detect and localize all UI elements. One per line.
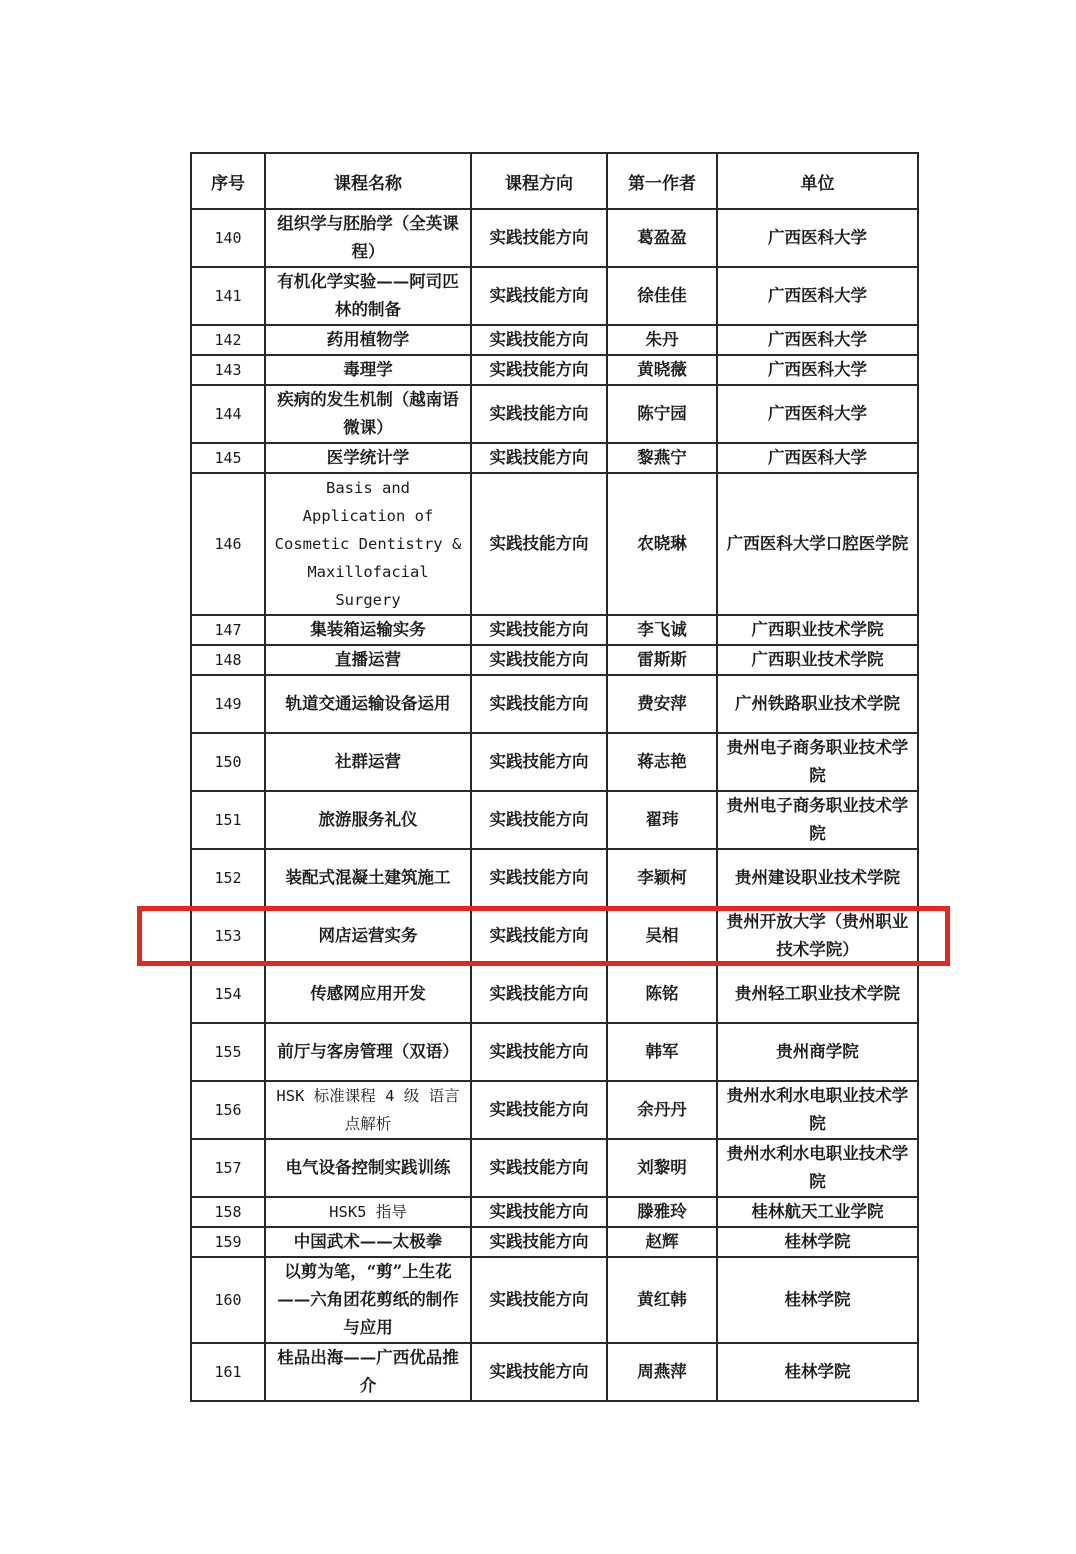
row-number: 142 (191, 325, 265, 355)
course-name: Basis and Application of Cosmetic Dentistry & Maxillofacial Surgery (265, 473, 471, 615)
table-row (191, 209, 918, 267)
row-number: 153 (191, 907, 265, 965)
row-number: 143 (191, 355, 265, 385)
unit-name: 贵州开放大学（贵州职业技术学院） (717, 907, 918, 965)
course-name: 组织学与胚胎学（全英课程） (265, 209, 471, 267)
unit-name: 广西医科大学 (717, 385, 918, 443)
table-row (191, 907, 918, 965)
course-name: HSK 标准课程 4 级 语言点解析 (265, 1081, 471, 1139)
first-author: 徐佳佳 (607, 267, 717, 325)
row-number: 159 (191, 1227, 265, 1257)
unit-name: 桂林学院 (717, 1227, 918, 1257)
first-author: 葛盈盈 (607, 209, 717, 267)
first-author: 李飞诚 (607, 615, 717, 645)
row-number: 156 (191, 1081, 265, 1139)
first-author: 费安萍 (607, 675, 717, 733)
course-name: 医学统计学 (265, 443, 471, 473)
course-direction: 实践技能方向 (471, 1343, 607, 1401)
first-author: 周燕萍 (607, 1343, 717, 1401)
course-direction: 实践技能方向 (471, 209, 607, 267)
course-direction: 实践技能方向 (471, 385, 607, 443)
row-number: 141 (191, 267, 265, 325)
first-author: 黄红韩 (607, 1257, 717, 1343)
table-row (191, 267, 918, 325)
first-author: 韩军 (607, 1023, 717, 1081)
first-author: 滕雅玲 (607, 1197, 717, 1227)
course-name: 毒理学 (265, 355, 471, 385)
row-number: 151 (191, 791, 265, 849)
course-direction: 实践技能方向 (471, 1257, 607, 1343)
unit-name: 广西医科大学口腔医学院 (717, 473, 918, 615)
unit-name: 桂林航天工业学院 (717, 1197, 918, 1227)
row-number: 140 (191, 209, 265, 267)
unit-name: 贵州水利水电职业技术学院 (717, 1081, 918, 1139)
table-row (191, 1197, 918, 1227)
course-direction: 实践技能方向 (471, 615, 607, 645)
course-name: 传感网应用开发 (265, 965, 471, 1023)
course-direction: 实践技能方向 (471, 1023, 607, 1081)
row-number: 157 (191, 1139, 265, 1197)
course-name: 中国武术——太极拳 (265, 1227, 471, 1257)
unit-name: 贵州电子商务职业技术学院 (717, 733, 918, 791)
course-name: 网店运营实务 (265, 907, 471, 965)
header-course-direction: 课程方向 (471, 153, 607, 209)
table-row (191, 965, 918, 1023)
first-author: 黄晓薇 (607, 355, 717, 385)
table-row (191, 1139, 918, 1197)
table-row (191, 791, 918, 849)
course-direction: 实践技能方向 (471, 645, 607, 675)
course-direction: 实践技能方向 (471, 473, 607, 615)
header-first-author: 第一作者 (607, 153, 717, 209)
first-author: 黎燕宁 (607, 443, 717, 473)
table-row (191, 1023, 918, 1081)
course-name: 社群运营 (265, 733, 471, 791)
first-author: 吴相 (607, 907, 717, 965)
unit-name: 贵州电子商务职业技术学院 (717, 791, 918, 849)
row-number: 160 (191, 1257, 265, 1343)
unit-name: 广西职业技术学院 (717, 645, 918, 675)
unit-name: 贵州轻工职业技术学院 (717, 965, 918, 1023)
unit-name: 广西医科大学 (717, 325, 918, 355)
row-number: 144 (191, 385, 265, 443)
table-body (191, 209, 918, 1401)
header-course-name: 课程名称 (265, 153, 471, 209)
course-direction: 实践技能方向 (471, 907, 607, 965)
first-author: 余丹丹 (607, 1081, 717, 1139)
course-direction: 实践技能方向 (471, 733, 607, 791)
first-author: 翟玮 (607, 791, 717, 849)
course-direction: 实践技能方向 (471, 1227, 607, 1257)
course-name: HSK5 指导 (265, 1197, 471, 1227)
table-row (191, 473, 918, 615)
course-direction: 实践技能方向 (471, 443, 607, 473)
course-name: 疾病的发生机制（越南语微课） (265, 385, 471, 443)
course-direction: 实践技能方向 (471, 267, 607, 325)
course-name: 旅游服务礼仪 (265, 791, 471, 849)
course-direction: 实践技能方向 (471, 1081, 607, 1139)
unit-name: 广西医科大学 (717, 355, 918, 385)
course-direction: 实践技能方向 (471, 1139, 607, 1197)
row-number: 158 (191, 1197, 265, 1227)
table-header-row (191, 153, 918, 209)
row-number: 149 (191, 675, 265, 733)
table-row (191, 1081, 918, 1139)
row-number: 155 (191, 1023, 265, 1081)
first-author: 雷斯斯 (607, 645, 717, 675)
first-author: 赵辉 (607, 1227, 717, 1257)
course-direction: 实践技能方向 (471, 791, 607, 849)
unit-name: 广西医科大学 (717, 209, 918, 267)
first-author: 蒋志艳 (607, 733, 717, 791)
row-number: 146 (191, 473, 265, 615)
unit-name: 桂林学院 (717, 1257, 918, 1343)
row-number: 154 (191, 965, 265, 1023)
first-author: 陈宁园 (607, 385, 717, 443)
row-number: 150 (191, 733, 265, 791)
course-name: 桂品出海——广西优品推介 (265, 1343, 471, 1401)
table-row (191, 733, 918, 791)
table-row (191, 1227, 918, 1257)
unit-name: 贵州水利水电职业技术学院 (717, 1139, 918, 1197)
first-author: 农晓琳 (607, 473, 717, 615)
row-number: 148 (191, 645, 265, 675)
table-row (191, 443, 918, 473)
table-row (191, 385, 918, 443)
course-direction: 实践技能方向 (471, 355, 607, 385)
course-name: 以剪为笔，“剪”上生花——六角团花剪纸的制作与应用 (265, 1257, 471, 1343)
row-number: 147 (191, 615, 265, 645)
course-name: 前厅与客房管理（双语） (265, 1023, 471, 1081)
first-author: 陈铭 (607, 965, 717, 1023)
course-name: 轨道交通运输设备运用 (265, 675, 471, 733)
unit-name: 广州铁路职业技术学院 (717, 675, 918, 733)
row-number: 145 (191, 443, 265, 473)
header-unit: 单位 (717, 153, 918, 209)
table-row (191, 675, 918, 733)
row-number: 152 (191, 849, 265, 907)
table-row (191, 645, 918, 675)
first-author: 朱丹 (607, 325, 717, 355)
course-table (190, 152, 919, 1402)
course-name: 直播运营 (265, 645, 471, 675)
unit-name: 贵州商学院 (717, 1023, 918, 1081)
course-direction: 实践技能方向 (471, 325, 607, 355)
unit-name: 广西医科大学 (717, 267, 918, 325)
course-name: 电气设备控制实践训练 (265, 1139, 471, 1197)
header-no: 序号 (191, 153, 265, 209)
course-name: 集装箱运输实务 (265, 615, 471, 645)
course-name: 装配式混凝土建筑施工 (265, 849, 471, 907)
first-author: 李颖柯 (607, 849, 717, 907)
table-row (191, 1343, 918, 1401)
course-name: 有机化学实验——阿司匹林的制备 (265, 267, 471, 325)
table-row (191, 849, 918, 907)
table-row (191, 355, 918, 385)
row-number: 161 (191, 1343, 265, 1401)
first-author: 刘黎明 (607, 1139, 717, 1197)
unit-name: 桂林学院 (717, 1343, 918, 1401)
course-direction: 实践技能方向 (471, 1197, 607, 1227)
unit-name: 广西医科大学 (717, 443, 918, 473)
table-row (191, 325, 918, 355)
unit-name: 贵州建设职业技术学院 (717, 849, 918, 907)
course-direction: 实践技能方向 (471, 965, 607, 1023)
course-direction: 实践技能方向 (471, 849, 607, 907)
unit-name: 广西职业技术学院 (717, 615, 918, 645)
course-direction: 实践技能方向 (471, 675, 607, 733)
course-name: 药用植物学 (265, 325, 471, 355)
table-row (191, 615, 918, 645)
table-row (191, 1257, 918, 1343)
